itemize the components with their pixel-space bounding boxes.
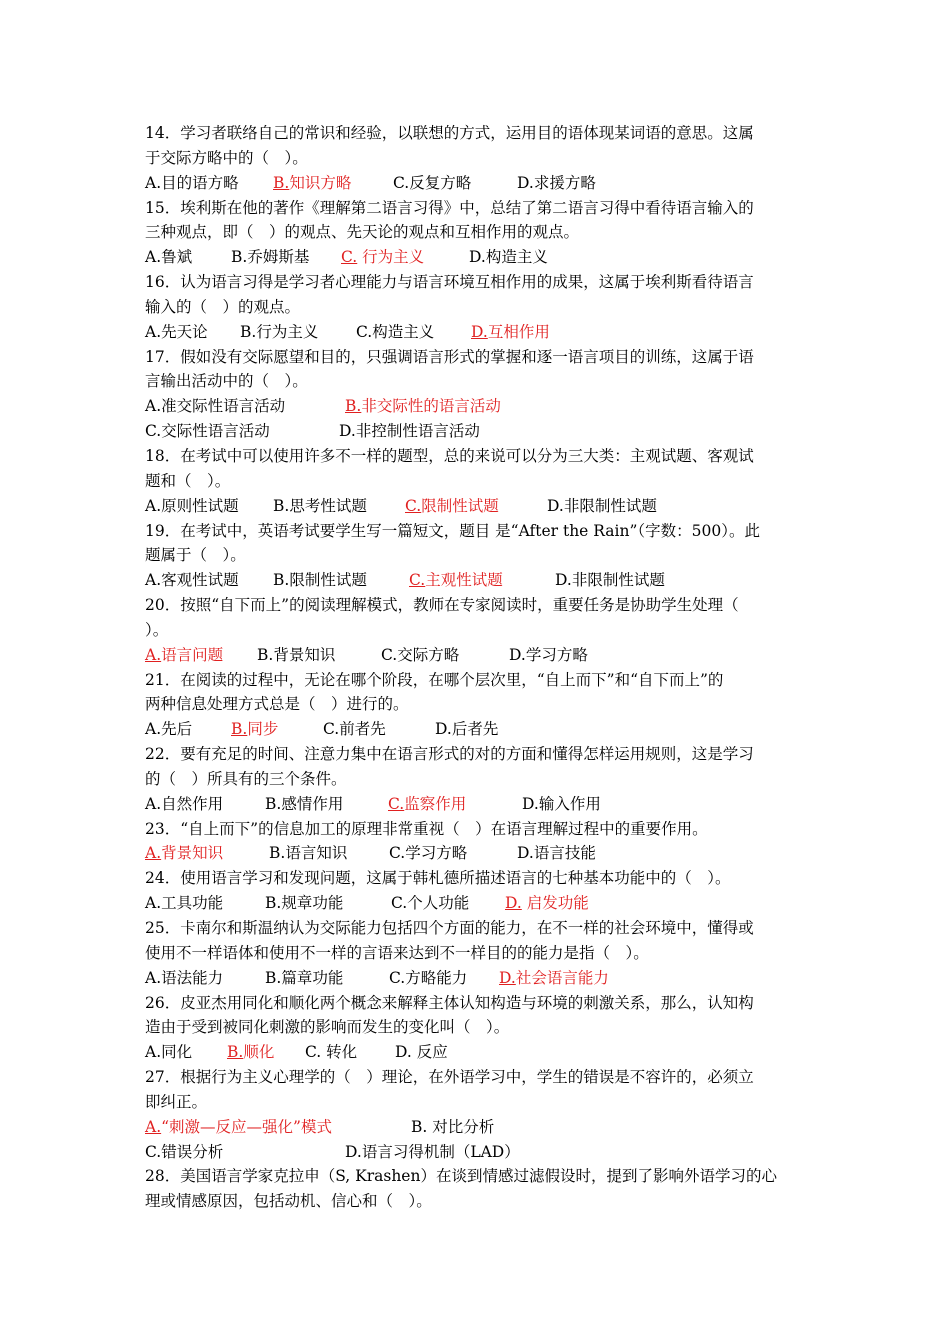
option — [381, 643, 459, 668]
question-item — [145, 270, 809, 345]
question-stem-line: 17．假如没有交际愿望和目的，只强调语言形式的掌握和逐一语言项目的训练，这属于语 — [145, 347, 754, 366]
question-stem-line: 使用不一样语体和使用不一样的言语来达到不一样目的的能力是指（ ）。 — [145, 943, 649, 962]
option — [265, 966, 343, 991]
option — [323, 717, 386, 742]
option — [517, 171, 596, 196]
option-letter: A. — [145, 844, 162, 863]
option-row — [145, 394, 809, 419]
option-letter: A. — [145, 794, 162, 813]
question-stem-line: 20．按照“自下而上”的阅读理解模式，教师在专家阅读时，重要任务是协助学生处理（ — [145, 596, 739, 615]
option-letter: A. — [145, 1117, 162, 1136]
option-text: 互相作用 — [487, 322, 550, 341]
question-list — [145, 121, 809, 1214]
option-row — [145, 1115, 809, 1140]
option — [356, 320, 434, 345]
option-letter: C. — [145, 1142, 162, 1161]
option-letter: B. — [273, 496, 290, 515]
option — [273, 494, 367, 519]
option — [145, 1040, 192, 1065]
option-letter: A. — [145, 645, 162, 664]
question-stem-line: 22．要有充足的时间、注意力集中在语言形式的对的方面和懂得怎样运用规则，这是学习 — [145, 745, 754, 764]
option-text: 错误分析 — [161, 1142, 224, 1161]
option-text: 学习方略 — [405, 844, 468, 863]
option-row — [145, 891, 809, 916]
option-text: 篇章功能 — [281, 968, 344, 987]
option-answer — [145, 841, 223, 866]
option-text: 准交际性语言活动 — [161, 397, 286, 416]
option-letter: D. — [435, 720, 452, 739]
option-letter: B. — [411, 1117, 428, 1136]
option-letter: A. — [145, 894, 162, 913]
option-letter: C. — [323, 720, 340, 739]
question-item — [145, 345, 809, 444]
question-stem-line: 即纠正。 — [145, 1092, 208, 1111]
option-text: 限制性试题 — [421, 496, 499, 515]
option-letter: C. — [389, 844, 406, 863]
question-item — [145, 1164, 809, 1214]
option-text: 语言技能 — [533, 844, 596, 863]
question-item — [145, 817, 809, 867]
question-stem-line: 输入的（ ）的观点。 — [145, 297, 301, 316]
question-stem-line: 的（ ）所具有的三个条件。 — [145, 769, 347, 788]
question-item — [145, 121, 809, 196]
option-text: 感情作用 — [281, 794, 344, 813]
question-item — [145, 593, 809, 668]
question-stem-line: 18．在考试中可以使用许多不一样的题型，总的来说可以分为三大类：主观试题、客观试 — [145, 446, 754, 465]
option-row — [145, 568, 809, 593]
option-row — [145, 494, 809, 519]
option — [517, 841, 596, 866]
option — [345, 1140, 520, 1165]
option — [339, 419, 480, 444]
option-answer — [145, 643, 223, 668]
option-answer — [341, 245, 424, 270]
question-stem-line: 题和（ ）。 — [145, 471, 231, 490]
option-text: 语法能力 — [161, 968, 224, 987]
option-letter: A. — [145, 968, 162, 987]
option-text: 非控制性语言活动 — [355, 422, 480, 441]
option-letter: D. — [339, 422, 356, 441]
option-letter: B. — [265, 794, 282, 813]
question-stem-line: 21．在阅读的过程中，无论在哪个阶段，在哪个层次里，“自上而下”和“自下而上”的 — [145, 670, 724, 689]
option-answer — [388, 792, 466, 817]
question-stem-line: 造由于受到被同化刺激的影响而发生的变化叫（ ）。 — [145, 1018, 510, 1037]
question-item — [145, 742, 809, 817]
option — [269, 841, 347, 866]
option — [265, 891, 343, 916]
option-text: “刺激—反应—强化”模式 — [161, 1117, 332, 1136]
question-stem-line: 23．“自上而下”的信息加工的原理非常重视（ ）在语言理解过程中的重要作用。 — [145, 819, 708, 838]
option-text: 对比分析 — [427, 1117, 495, 1136]
option-text: 构造主义 — [372, 322, 435, 341]
option-text: 同化 — [161, 1043, 193, 1062]
option-text: 交际方略 — [397, 645, 460, 664]
option-row — [145, 792, 809, 817]
option — [145, 245, 192, 270]
option-letter: B. — [269, 844, 286, 863]
option-letter: B. — [231, 720, 248, 739]
option-text: 主观性试题 — [425, 571, 503, 590]
option-letter: D. — [517, 844, 534, 863]
option — [469, 245, 548, 270]
option-letter: C. — [393, 173, 410, 192]
option-answer — [409, 568, 503, 593]
option-text: 方略能力 — [405, 968, 468, 987]
option-letter: B. — [265, 894, 282, 913]
question-stem-line: 19．在考试中，英语考试要学生写一篇短文，题目 是“After the Rain”（字数：500）。此 — [145, 521, 760, 540]
question-stem-line: 15．埃利斯在他的著作《理解第二语言习得》中，总结了第二语言习得中看待语言输入的 — [145, 198, 754, 217]
question-stem-line: 25．卡南尔和斯温纳认为交际能力包括四个方面的能力，在不一样的社会环境中，懂得或 — [145, 919, 754, 937]
option-text: 转化 — [321, 1043, 358, 1062]
option — [305, 1040, 357, 1065]
option-text: 工具功能 — [161, 894, 224, 913]
question-stem-line: ）。 — [145, 620, 169, 639]
option-answer — [345, 394, 501, 419]
option-text: 先天论 — [161, 322, 208, 341]
question-item — [145, 668, 809, 743]
option-text: 行为主义 — [256, 322, 319, 341]
option-text: 社会语言能力 — [515, 968, 609, 987]
option-letter: A. — [145, 248, 162, 267]
question-item — [145, 519, 809, 594]
option-text: 输入作用 — [538, 794, 601, 813]
option-text: 目的语方略 — [161, 173, 239, 192]
option-letter: A. — [145, 1043, 162, 1062]
option-text: 顺化 — [243, 1043, 275, 1062]
option-letter: C. — [341, 248, 358, 267]
question-stem-line: 言输出活动中的（ ）。 — [145, 372, 308, 391]
question-stem-line: 三种观点，即（ ）的观点、先天论的观点和互相作用的观点。 — [145, 223, 580, 242]
option-text: 乔姆斯基 — [247, 248, 310, 267]
option-row — [145, 419, 809, 444]
option — [265, 792, 343, 817]
option-letter: C. — [305, 1043, 322, 1062]
option — [547, 494, 657, 519]
question-item — [145, 866, 809, 916]
option-letter: A. — [145, 720, 162, 739]
option-text: 语言知识 — [285, 844, 348, 863]
option-text: 求援方略 — [533, 173, 596, 192]
option-letter: D. — [509, 645, 526, 664]
option — [145, 568, 239, 593]
option — [393, 171, 471, 196]
option-answer — [405, 494, 499, 519]
option — [145, 320, 208, 345]
option-letter: A. — [145, 173, 162, 192]
option-answer — [273, 171, 351, 196]
option-letter: D. — [522, 794, 539, 813]
question-stem-line: 26．皮亚杰用同化和顺化两个概念来解释主体认知构造与环境的刺激关系，那么，认知构 — [145, 993, 754, 1012]
option-letter: B. — [231, 248, 248, 267]
question-stem-line: 27．根据行为主义心理学的（ ）理论，在外语学习中，学生的错误是不容许的，必须立 — [145, 1068, 754, 1087]
option-row — [145, 245, 809, 270]
option-text: 鲁斌 — [161, 248, 193, 267]
option-letter: D. — [345, 1142, 362, 1161]
option-text: 先后 — [161, 720, 193, 739]
option-text: 语言问题 — [161, 645, 224, 664]
option-text: 启发功能 — [521, 894, 589, 913]
option — [389, 841, 467, 866]
option-text: 规章功能 — [281, 894, 344, 913]
option-row — [145, 966, 809, 991]
option-row — [145, 841, 809, 866]
option — [435, 717, 498, 742]
option-text: 非限制性试题 — [563, 496, 657, 515]
option-letter: A. — [145, 496, 162, 515]
option-text: 反复方略 — [409, 173, 472, 192]
option-answer — [227, 1040, 274, 1065]
option-text: 思考性试题 — [289, 496, 367, 515]
option-letter: B. — [227, 1043, 244, 1062]
option-text: 非交际性的语言活动 — [361, 397, 501, 416]
option — [145, 419, 270, 444]
question-item — [145, 991, 809, 1066]
option-text: 非限制性试题 — [571, 571, 665, 590]
option-row — [145, 171, 809, 196]
option — [273, 568, 367, 593]
option — [411, 1115, 494, 1140]
option-letter: A. — [145, 571, 162, 590]
option — [145, 394, 285, 419]
option — [145, 891, 223, 916]
option-text: 限制性试题 — [289, 571, 367, 590]
option — [145, 1140, 223, 1165]
question-stem-line: 28．美国语言学家克拉申（S, Krashen）在谈到情感过滤假设时，提到了影响外语学习的心 — [145, 1167, 777, 1186]
option — [145, 717, 192, 742]
option-letter: C. — [389, 968, 406, 987]
option-answer — [231, 717, 278, 742]
option-text: 背景知识 — [161, 844, 224, 863]
option-letter: C. — [391, 894, 408, 913]
option — [389, 966, 467, 991]
option — [145, 792, 223, 817]
option-letter: D. — [499, 968, 516, 987]
option-letter: A. — [145, 397, 162, 416]
option-text: 后者先 — [451, 720, 499, 739]
option-letter: C. — [145, 422, 162, 441]
option-letter: D. — [395, 1043, 412, 1062]
option — [145, 171, 239, 196]
option — [257, 643, 335, 668]
question-stem-line: 14．学习者联络自己的常识和经验，以联想的方式，运用目的语体现某词语的意思。这属 — [145, 124, 754, 142]
option-row — [145, 1140, 809, 1165]
option-letter: D. — [555, 571, 572, 590]
option-text: 背景知识 — [273, 645, 336, 664]
option-letter: D. — [471, 322, 488, 341]
option-text: 知识方略 — [289, 173, 352, 192]
question-stem-line: 两种信息处理方式总是（ ）进行的。 — [145, 695, 409, 714]
option-text: 构造主义 — [485, 248, 548, 267]
question-item — [145, 1065, 809, 1164]
option-text: 个人功能 — [407, 894, 470, 913]
option — [555, 568, 665, 593]
option-letter: B. — [265, 968, 282, 987]
option-letter: D. — [547, 496, 564, 515]
option-text: 交际性语言活动 — [161, 422, 270, 441]
option-letter: C. — [381, 645, 398, 664]
option-text: 行为主义 — [357, 248, 425, 267]
option-text: 语言习得机制（LAD） — [361, 1142, 520, 1161]
option-letter: D. — [517, 173, 534, 192]
option — [395, 1040, 448, 1065]
option-letter: C. — [356, 322, 373, 341]
option — [240, 320, 318, 345]
question-stem-line: 理或情感原因，包括动机、信心和（ ）。 — [145, 1192, 432, 1211]
option-letter: B. — [273, 571, 290, 590]
option-text: 同步 — [247, 720, 279, 739]
question-item — [145, 196, 809, 271]
question-item — [145, 916, 809, 991]
option-text: 反应 — [411, 1043, 448, 1062]
option-text: 自然作用 — [161, 794, 224, 813]
option-row — [145, 717, 809, 742]
option-text: 原则性试题 — [161, 496, 239, 515]
option-text: 客观性试题 — [161, 571, 239, 590]
option — [509, 643, 588, 668]
option — [522, 792, 601, 817]
option-letter: A. — [145, 322, 162, 341]
option-letter: C. — [388, 794, 405, 813]
option-text: 监察作用 — [404, 794, 467, 813]
option-letter: B. — [273, 173, 290, 192]
question-item — [145, 444, 809, 519]
option-row — [145, 320, 809, 345]
question-stem-line: 于交际方略中的（ ）。 — [145, 148, 308, 167]
option-text: 前者先 — [339, 720, 386, 739]
option-answer — [499, 966, 609, 991]
option-letter: C. — [405, 496, 422, 515]
option-letter: D. — [505, 894, 522, 913]
option-letter: B. — [257, 645, 274, 664]
option — [145, 494, 239, 519]
option-text: 学习方略 — [525, 645, 588, 664]
question-stem-line: 24．使用语言学习和发现问题，这属于韩札德所描述语言的七种基本功能中的（ ）。 — [145, 869, 731, 888]
option-letter: D. — [469, 248, 486, 267]
question-stem-line: 16．认为语言习得是学习者心理能力与语言环境互相作用的成果，这属于埃利斯看待语言 — [145, 273, 754, 292]
option-row — [145, 643, 809, 668]
option-answer — [505, 891, 589, 916]
option — [391, 891, 469, 916]
option-letter: B. — [240, 322, 257, 341]
option-answer — [145, 1115, 332, 1140]
option — [231, 245, 309, 270]
option-row — [145, 1040, 809, 1065]
option-letter: B. — [345, 397, 362, 416]
option — [145, 966, 223, 991]
question-stem-line: 题属于（ ）。 — [145, 546, 246, 565]
option-answer — [471, 320, 550, 345]
option-letter: C. — [409, 571, 426, 590]
